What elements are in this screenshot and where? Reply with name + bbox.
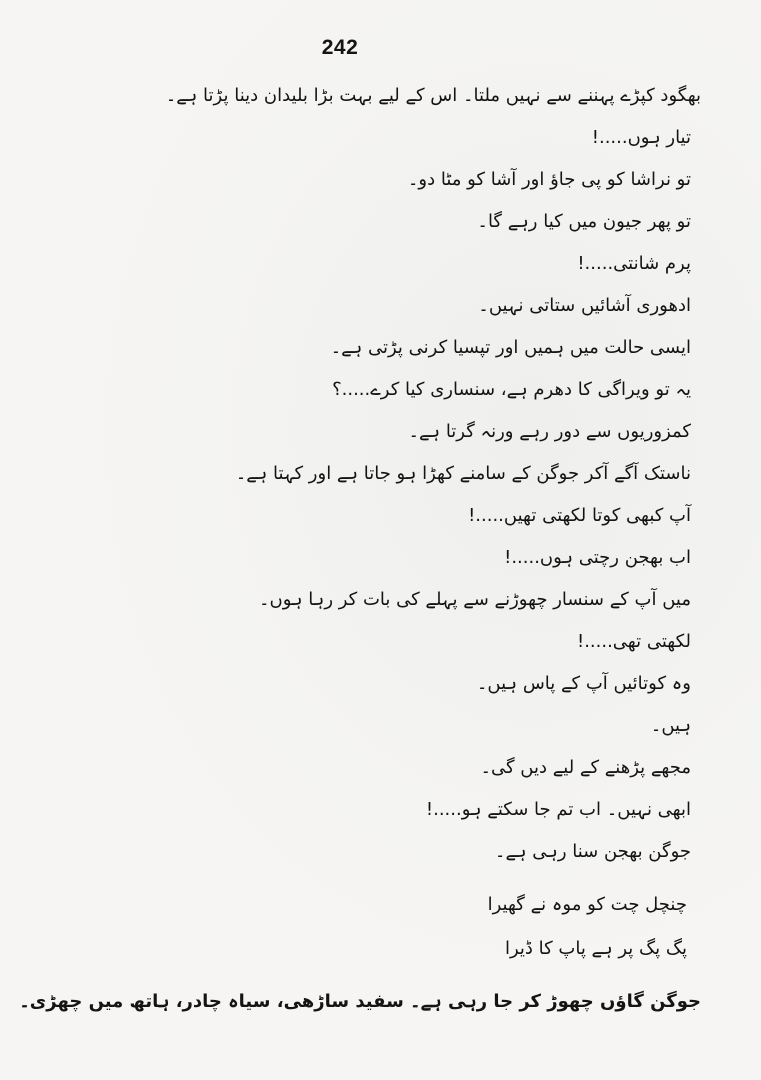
text-line: وہ کوتائیں آپ کے پاس ہیں۔ (476, 673, 691, 694)
verse-line: پگ پگ پر ہے پاپ کا ڈیرا (504, 938, 687, 959)
text-line: مجھے پڑھنے کے لیے دیں گی۔ (480, 757, 691, 778)
text-line: ادھوری آشائیں ستاتی نہیں۔ (478, 295, 691, 316)
text-line: کمزوریوں سے دور رہے ورنہ گرتا ہے۔ (408, 421, 691, 442)
text-line: اب بھجن رچتی ہوں.....! (504, 547, 691, 568)
text-line: بھگود کپڑے پہننے سے نہیں ملتا۔ اس کے لیے بہت بڑا بلیدان دینا پڑتا ہے۔ (165, 85, 701, 106)
text-line: ایسی حالت میں ہمیں اور تپسیا کرنی پڑتی ہے۔ (330, 337, 691, 358)
text-line: تو نراشا کو پی جاؤ اور آشا کو مٹا دو۔ (407, 169, 691, 190)
text-line: یہ تو ویراگی کا دھرم ہے، سنساری کیا کرے.....؟ (332, 379, 691, 400)
text-line: ناستک آگے آکر جوگن کے سامنے کھڑا ہو جاتا ہے اور کہتا ہے۔ (235, 463, 691, 484)
text-line: ہیں۔ (650, 715, 691, 736)
text-line: تیار ہوں.....! (591, 127, 691, 148)
page-text (19, 75, 701, 1023)
verse-line: چنچل چت کو موہ نے گھیرا (487, 894, 687, 915)
text-line: لکھتی تھی.....! (576, 631, 691, 652)
text-line: پرم شانتی.....! (577, 253, 691, 274)
text-line: جوگن بھجن سنا رہی ہے۔ (494, 841, 691, 862)
page-number: 242 (321, 36, 359, 59)
text-line: آپ کبھی کوتا لکھتی تھیں.....! (468, 505, 691, 526)
text-line: میں آپ کے سنسار چھوڑنے سے پہلے کی بات کر رہا ہوں۔ (258, 589, 691, 610)
text-line: ابھی نہیں۔ اب تم جا سکتے ہو.....! (425, 799, 691, 820)
text-line: تو پھر جیون میں کیا رہے گا۔ (477, 211, 691, 232)
text-line: جوگن گاؤں چھوڑ کر جا رہی ہے۔ سفید ساڑھی، سیاہ چادر، ہاتھ میں چھڑی۔ (19, 991, 701, 1012)
